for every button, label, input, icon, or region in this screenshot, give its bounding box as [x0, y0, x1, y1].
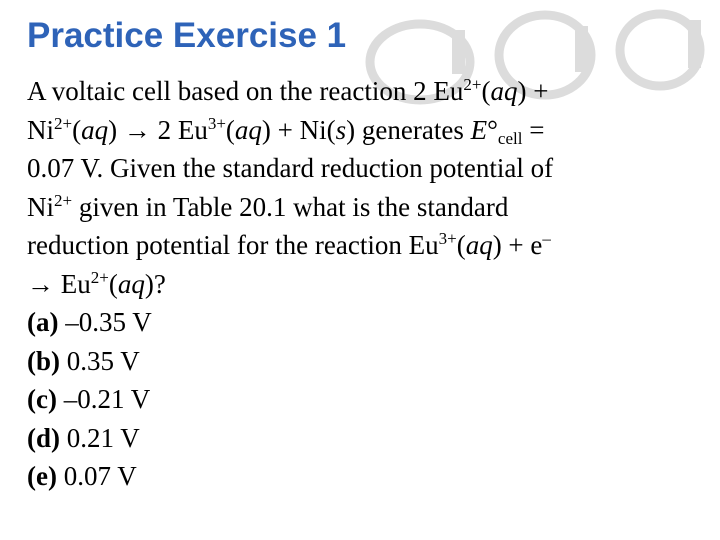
option-letter: (c)	[27, 384, 57, 414]
question-text: A voltaic cell based on the reaction 2 $Eu^{2+}(aq)$ + $Ni^{2+}(aq) \to 2$ $Eu^{3+}(aq) + Ni(s)$ generates $E^\circ_{cell}$ = 0.07 V. Given the standard reduction potential of $Ni^{2+}$ given in Table 20.1 what is the standard reduction potential for the reaction $Eu^{3+}(aq) + e^-$ → $Eu^{2+}(aq)$?	[27, 75, 554, 299]
question-block	[27, 72, 667, 496]
option-value: –0.35 V	[58, 307, 152, 337]
option-c	[27, 380, 667, 419]
option-letter: (e)	[27, 461, 57, 491]
option-d	[27, 419, 667, 458]
option-letter: (a)	[27, 307, 59, 337]
option-a	[27, 303, 667, 342]
option-letter: (d)	[27, 422, 60, 453]
option-letter: (b)	[27, 345, 60, 376]
option-value: 0.35 V	[60, 345, 140, 376]
option-value: 0.21 V	[60, 422, 140, 453]
option-value: 0.07 V	[56, 461, 137, 491]
answer-options	[27, 303, 667, 496]
option-value: –0.21 V	[56, 384, 151, 414]
option-b	[27, 342, 667, 381]
option-e	[27, 457, 667, 496]
page-title: Practice Exercise 1	[27, 16, 347, 55]
